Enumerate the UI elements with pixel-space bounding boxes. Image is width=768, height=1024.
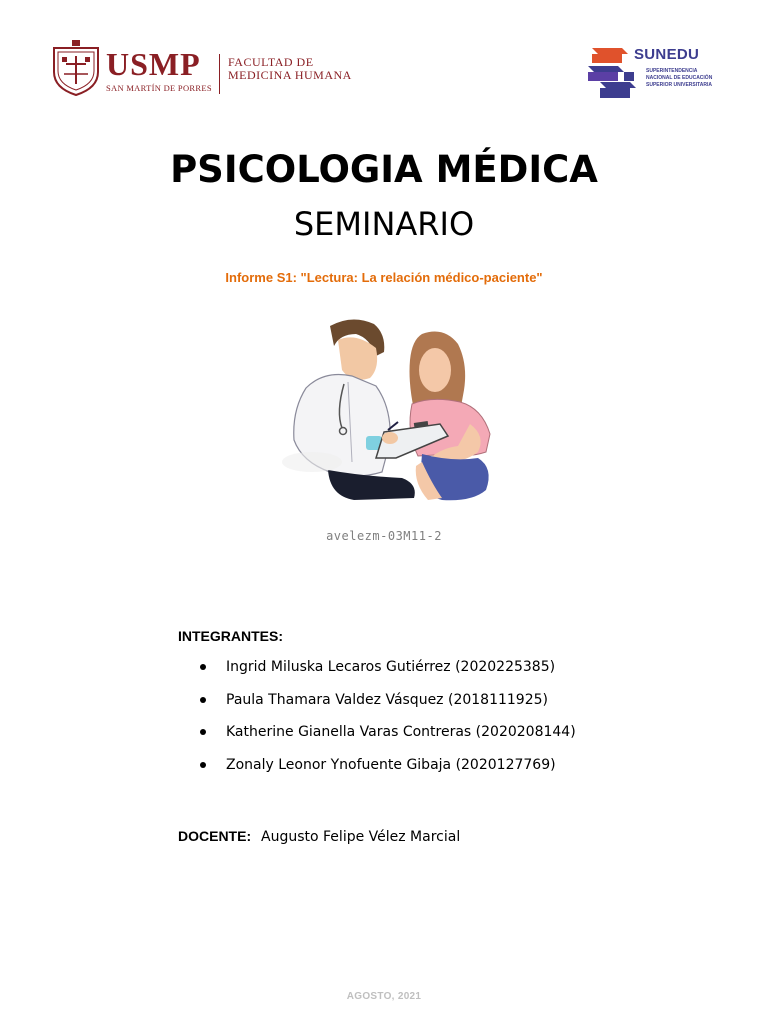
list-item (200, 657, 576, 690)
member-name: Ingrid Miluska Lecaros Gutiérrez (2020225385) (226, 659, 556, 675)
document-date: AGOSTO, 2021 (346, 991, 422, 1002)
doctor-patient-illustration (272, 312, 502, 508)
teacher-name: Augusto Felipe Vélez Marcial (261, 829, 461, 845)
sunedu-line1: SUPERINTENDENCIA (646, 68, 698, 74)
image-caption: avelezm-03M11-2 (326, 529, 442, 543)
teacher-label: DOCENTE: (178, 828, 252, 844)
member-name: Paula Thamara Valdez Vásquez (2018111925) (226, 691, 548, 708)
sunedu-line3: SUPERIOR UNIVERSITARIA (646, 82, 713, 88)
document-subtitle: SEMINARIO (293, 205, 475, 243)
document-title: PSICOLOGIA MÉDICA (170, 148, 598, 191)
member-name: Zonaly Leonor Ynofuente Gibaja (2020127769) (226, 756, 556, 773)
bullet-icon (200, 664, 206, 670)
usmp-divider (219, 54, 220, 94)
list-item (200, 690, 576, 723)
sunedu-line2: NACIONAL DE EDUCACIÓN (646, 75, 713, 81)
report-title: Informe S1: "Lectura: La relación médico-paciente" (225, 270, 543, 285)
usmp-acronym: USMP (106, 46, 201, 82)
teacher-line (178, 828, 460, 845)
sunedu-logo (584, 44, 734, 104)
usmp-logo (52, 40, 352, 100)
members-list (200, 657, 576, 787)
usmp-shield-icon (52, 40, 100, 96)
bullet-icon (200, 729, 206, 735)
member-name: Katherine Gianella Varas Contreras (2020208144) (226, 724, 576, 740)
bullet-icon (200, 697, 206, 703)
list-item (200, 722, 576, 755)
bullet-icon (200, 762, 206, 768)
usmp-faculty-line2: MEDICINA HUMANA (228, 68, 352, 82)
usmp-faculty-line1: FACULTAD DE (228, 55, 314, 69)
sunedu-acronym: SUNEDU (634, 46, 700, 63)
list-item (200, 755, 576, 788)
usmp-university-name: SAN MARTÍN DE PORRES (106, 83, 212, 93)
sunedu-subtitle (646, 68, 712, 89)
usmp-faculty (228, 56, 352, 82)
members-heading: INTEGRANTES: (178, 628, 283, 644)
